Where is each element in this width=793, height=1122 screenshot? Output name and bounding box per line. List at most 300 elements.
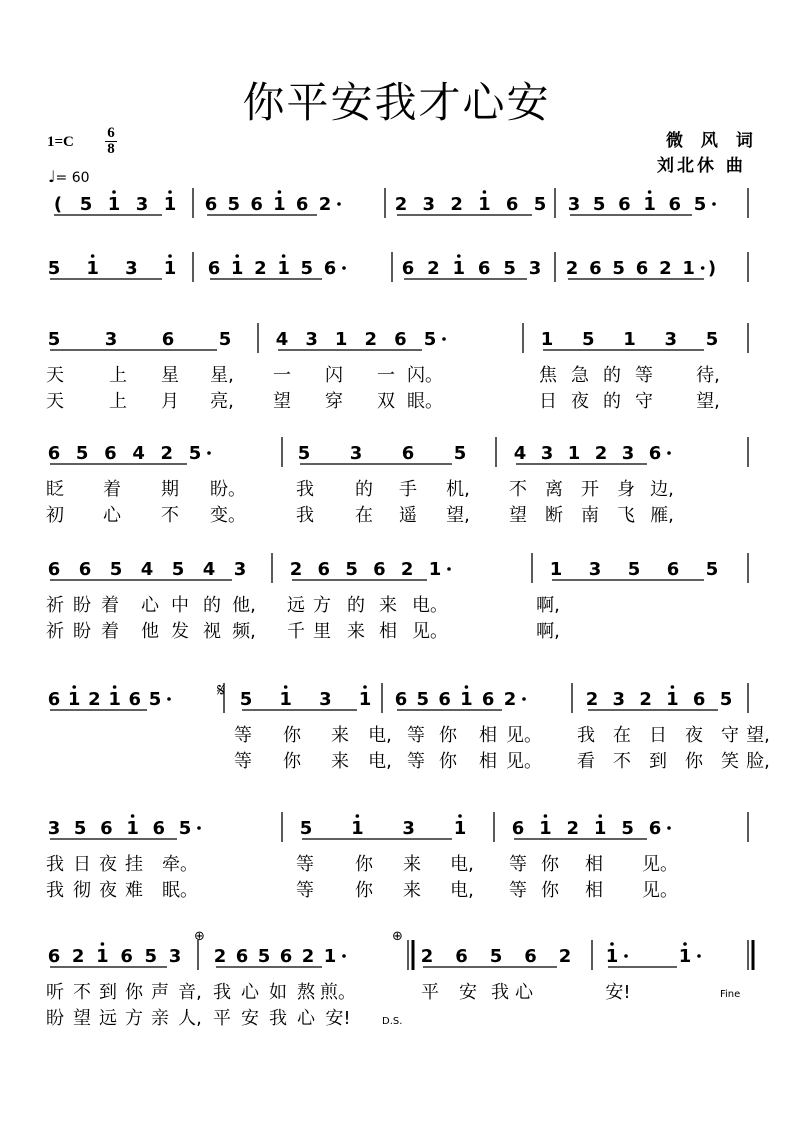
note: 2 (450, 194, 463, 215)
lyric-char: 手 (399, 479, 417, 500)
note: 6 (204, 194, 218, 215)
lyric-char: 平 (213, 1008, 231, 1029)
lyric-char: 视 (203, 621, 221, 642)
lyric-char: 电, (368, 725, 392, 746)
lyric-char: 的 (355, 479, 373, 500)
note: 1 (279, 689, 292, 710)
lyric-char: 望 (273, 391, 291, 412)
note: 1 (460, 689, 473, 710)
note: 1 (678, 946, 692, 967)
note: 5 (178, 818, 192, 839)
note: 6 (100, 818, 113, 839)
octave-dot (235, 254, 239, 258)
augmentation-dot (624, 954, 628, 958)
lyric-char: 的 (347, 595, 365, 616)
note: 6 (120, 946, 133, 967)
time-sig-top: 6 (107, 125, 115, 141)
octave-dot (112, 190, 116, 194)
lyric-char: 雁, (650, 505, 674, 526)
lyric-char: 盼 (73, 595, 91, 616)
note: 3 (612, 689, 626, 710)
note: 6 (394, 689, 408, 710)
note: 2 (254, 258, 267, 279)
lyric-char: 不 (509, 479, 527, 500)
lyric-char: 看 (577, 751, 595, 772)
note: 5 (300, 258, 314, 279)
note: 2 (639, 689, 652, 710)
lyric-char: 我 (577, 725, 595, 746)
time-signature (104, 126, 118, 157)
fine-mark: Fine (720, 989, 741, 1000)
note: 1 (428, 559, 442, 580)
note: 6 (401, 258, 415, 279)
augmentation-dot (667, 826, 671, 830)
lyric-char: 望, (746, 725, 770, 746)
lyric-char: 的 (603, 391, 621, 412)
lyric-char: 心 (103, 505, 121, 526)
bracket-mark: ( (53, 194, 63, 215)
lyric-char: 来 (403, 880, 421, 901)
augmentation-dot (342, 266, 346, 270)
lyric-char: 离 (545, 479, 563, 500)
note: 2 (566, 818, 580, 839)
note: 5 (73, 818, 87, 839)
time-sig-bottom: 8 (107, 141, 115, 157)
note: 2 (585, 689, 599, 710)
lyric-char: 频, (232, 621, 256, 642)
lyric-char: 听 (46, 982, 64, 1003)
octave-dot (683, 942, 687, 946)
lyric-char: 穿 (325, 391, 343, 412)
lyric-char: 的 (203, 595, 221, 616)
note: 3 (422, 194, 436, 215)
lyric-char: 日 (649, 725, 667, 746)
note: 5 (423, 329, 437, 350)
note: 6 (104, 443, 117, 464)
note: 6 (481, 689, 495, 710)
note: 6 (78, 559, 92, 580)
note: 6 (207, 258, 221, 279)
lyric-char: 断 (545, 505, 563, 526)
composer-credit: 刘北休 曲 (657, 156, 746, 176)
note: 1 (323, 946, 337, 967)
note: 6 (317, 559, 331, 580)
lyric-line (0, 475, 793, 499)
lyric-char: 守 (635, 391, 653, 412)
ds-mark: D.S. (382, 1016, 403, 1027)
octave-dot (457, 254, 461, 258)
note: 5 (719, 689, 733, 710)
lyric-char: 天 (46, 365, 64, 386)
lyric-char: 啊, (536, 621, 560, 642)
quarter-note-icon: ♩ (48, 167, 56, 186)
lyric-char: 千 (287, 621, 305, 642)
lyric-char: 来 (331, 725, 349, 746)
note: 1 (539, 818, 552, 839)
lyric-line (0, 978, 793, 1002)
lyric-char: 见。 (506, 751, 542, 772)
augmentation-dot (712, 202, 716, 206)
note: 2 (88, 689, 101, 710)
coda-mark: ⊕ (194, 929, 205, 944)
bracket-mark: ) (707, 258, 717, 279)
lyric-char: 啊, (536, 595, 560, 616)
note: 6 (47, 559, 61, 580)
note: 3 (528, 258, 542, 279)
note: 5 (453, 443, 467, 464)
note: 6 (250, 194, 263, 215)
note: 2 (318, 194, 332, 215)
lyric-char: 等 (407, 751, 425, 772)
note: 5 (257, 946, 271, 967)
augmentation-dot (167, 697, 171, 701)
note: 5 (109, 559, 123, 580)
note: 1 (540, 329, 554, 350)
lyric-char: 夜 (685, 725, 703, 746)
lyric-char: 飞 (617, 505, 635, 526)
note: 6 (161, 329, 175, 350)
augmentation-dot (207, 451, 211, 455)
note: 2 (364, 329, 378, 350)
octave-dot (278, 190, 282, 194)
lyric-char: 夜 (99, 854, 117, 875)
lyric-char: 安 (241, 1008, 259, 1029)
lyric-char: 到 (99, 982, 117, 1003)
note: 5 (299, 818, 313, 839)
lyric-char: 等 (234, 725, 252, 746)
lyric-line (0, 721, 793, 745)
lyric-char: 人, (178, 1008, 202, 1029)
note: 6 (323, 258, 337, 279)
note: 6 (47, 946, 61, 967)
lyric-char: 你 (541, 880, 559, 901)
note: 5 (47, 329, 61, 350)
lyric-char: 熬 (297, 982, 315, 1003)
augmentation-dot (522, 697, 526, 701)
note: 5 (75, 443, 89, 464)
note: 1 (277, 258, 290, 279)
note: 6 (373, 559, 386, 580)
note: 3 (621, 443, 635, 464)
lyric-char: 方 (125, 1008, 143, 1029)
octave-dot (544, 814, 548, 818)
lyric-char: 不 (73, 982, 91, 1003)
note: 6 (666, 559, 680, 580)
lyric-char: 亮, (210, 391, 234, 412)
note: 3 (349, 443, 363, 464)
lyric-char: 你 (355, 854, 373, 875)
lyric-char: 我 (491, 982, 509, 1003)
note: 6 (235, 946, 249, 967)
lyric-char: 上 (109, 391, 127, 412)
note: 6 (128, 689, 142, 710)
lyric-char: 来 (403, 854, 421, 875)
octave-dot (101, 942, 105, 946)
note: 1 (230, 258, 244, 279)
note: 5 (627, 559, 641, 580)
note: 3 (233, 559, 247, 580)
octave-dot (610, 942, 614, 946)
lyric-char: 发 (171, 621, 189, 642)
note: 1 (623, 329, 636, 350)
lyric-char: 煎。 (320, 982, 356, 1003)
lyric-char: 你 (125, 982, 143, 1003)
lyric-char: 一 (273, 365, 291, 386)
note: 4 (140, 559, 154, 580)
lyric-char: 平 (421, 982, 439, 1003)
note: 5 (227, 194, 241, 215)
lyric-char: 期 (161, 479, 179, 500)
lyric-char: 眼。 (407, 391, 443, 412)
lyric-char: 上 (109, 365, 127, 386)
note: 1 (273, 194, 286, 215)
augmentation-dot (697, 954, 701, 958)
lyric-char: 等 (407, 725, 425, 746)
lyric-char: 望, (446, 505, 470, 526)
lyric-char: 难 (125, 880, 143, 901)
note: 1 (67, 689, 81, 710)
note: 1 (163, 258, 177, 279)
lyric-char: 一 (377, 365, 395, 386)
octave-dot (598, 814, 602, 818)
lyric-char: 祈 (46, 595, 64, 616)
lyric-char: 心 (515, 982, 533, 1003)
note: 3 (135, 194, 149, 215)
note: 2 (594, 443, 608, 464)
lyric-char: 相 (585, 880, 603, 901)
lyric-char: 月 (161, 391, 179, 412)
lyric-char: 等 (234, 751, 252, 772)
lyric-char: 盼 (46, 1008, 64, 1029)
key-signature: 1=C (47, 134, 74, 150)
note: 3 (319, 689, 332, 710)
note: 3 (402, 818, 415, 839)
note: 5 (705, 559, 719, 580)
octave-dot (113, 685, 117, 689)
lyric-char: 机, (446, 479, 470, 500)
note: 6 (511, 818, 525, 839)
octave-dot (671, 685, 675, 689)
lyric-char: 边, (650, 479, 674, 500)
lyric-char: 中 (171, 595, 189, 616)
note: 2 (160, 443, 174, 464)
octave-dot (458, 814, 462, 818)
page-title: 你平安我才心安 (242, 78, 551, 127)
lyric-char: 你 (355, 880, 373, 901)
lyric-char: 日 (539, 391, 557, 412)
lyric-char: 眠。 (162, 880, 198, 901)
note: 1 (107, 194, 121, 215)
lyric-char: 闪。 (407, 365, 443, 386)
lyric-char: 心 (141, 595, 159, 616)
lyric-char: 安! (605, 982, 631, 1003)
lyric-char: 的 (603, 365, 621, 386)
lyric-line (0, 617, 793, 641)
note: 1 (163, 194, 177, 215)
lyric-char: 在 (355, 505, 373, 526)
note: 4 (202, 559, 216, 580)
tempo-marking (48, 167, 90, 186)
lyric-char: 眨 (46, 479, 64, 500)
note: 6 (505, 194, 519, 215)
note: 6 (401, 443, 415, 464)
lyric-char: 望 (73, 1008, 91, 1029)
note: 5 (148, 689, 162, 710)
augmentation-dot (447, 567, 451, 571)
lyric-char: 等 (635, 365, 653, 386)
note: 2 (558, 946, 572, 967)
lyric-char: 如 (269, 982, 287, 1003)
lyric-char: 我 (296, 479, 314, 500)
note: 5 (612, 258, 625, 279)
lyric-char: 远 (99, 1008, 117, 1029)
note: 6 (648, 818, 662, 839)
lyric-char: 笑 (721, 751, 739, 772)
lyric-line (0, 850, 793, 874)
lyric-char: 在 (613, 725, 631, 746)
note: 6 (618, 194, 631, 215)
lyric-char: 安! (325, 1008, 351, 1029)
note: 1 (96, 946, 109, 967)
augmentation-dot (342, 954, 346, 958)
lyric-char: 电, (450, 854, 474, 875)
note: 5 (581, 329, 595, 350)
note: 4 (513, 443, 527, 464)
note: 5 (416, 689, 430, 710)
lyric-char: 守 (721, 725, 739, 746)
staff-line (0, 252, 793, 312)
note: 3 (567, 194, 581, 215)
lyric-char: 你 (439, 751, 457, 772)
note: 6 (152, 818, 166, 839)
note: 1 (452, 258, 466, 279)
lyric-char: 你 (283, 725, 301, 746)
lyric-char: 不 (161, 505, 179, 526)
note: 2 (659, 258, 672, 279)
note: 1 (593, 818, 607, 839)
lyric-char: 等 (509, 880, 527, 901)
note: 6 (524, 946, 537, 967)
note: 1 (549, 559, 563, 580)
note: 3 (125, 258, 138, 279)
lyric-char: 望, (696, 391, 720, 412)
note: 5 (79, 194, 93, 215)
note: 5 (503, 258, 516, 279)
lyric-char: 心 (241, 982, 259, 1003)
note: 4 (132, 443, 145, 464)
note: 3 (588, 559, 602, 580)
lyric-char: 音, (178, 982, 202, 1003)
note: 1 (666, 689, 679, 710)
lyric-char: 等 (509, 854, 527, 875)
note: 5 (621, 818, 634, 839)
octave-dot (168, 190, 172, 194)
lyric-char: 急 (571, 365, 589, 386)
note: 1 (453, 818, 467, 839)
note: 5 (693, 194, 707, 215)
note: 5 (533, 194, 547, 215)
lyric-char: 闪 (325, 365, 343, 386)
note: 3 (664, 329, 678, 350)
octave-dot (91, 254, 95, 258)
note: 5 (592, 194, 606, 215)
note: 1 (478, 194, 491, 215)
note: 6 (648, 443, 662, 464)
lyric-char: 见。 (412, 621, 448, 642)
lyric-char: 相 (479, 725, 497, 746)
lyric-line (0, 876, 793, 900)
lyric-char: 望 (509, 505, 527, 526)
lyric-char: 彻 (73, 880, 91, 901)
note: 5 (47, 258, 61, 279)
lyric-char: 他, (232, 595, 256, 616)
lyric-char: 初 (46, 505, 64, 526)
lyric-char: 开 (581, 479, 599, 500)
note: 1 (334, 329, 348, 350)
note: 1 (86, 258, 99, 279)
lyric-line (0, 501, 793, 525)
octave-dot (356, 814, 360, 818)
augmentation-dot (442, 337, 446, 341)
lyric-char: 电, (368, 751, 392, 772)
note: 1 (682, 258, 695, 279)
note: 6 (635, 258, 649, 279)
segno-mark: 𝄋 (217, 680, 225, 701)
note: 3 (168, 946, 182, 967)
octave-dot (282, 254, 286, 258)
lyric-char: 我 (213, 982, 231, 1003)
lyric-line (0, 1004, 793, 1028)
lyric-char: 夜 (571, 391, 589, 412)
note: 5 (239, 689, 253, 710)
octave-dot (131, 814, 135, 818)
note: 5 (218, 329, 232, 350)
octave-dot (284, 685, 288, 689)
lyric-char: 焦 (539, 365, 557, 386)
octave-dot (72, 685, 76, 689)
note: 3 (540, 443, 554, 464)
note: 1 (108, 689, 121, 710)
note: 6 (438, 689, 451, 710)
augmentation-dot (667, 451, 671, 455)
lyric-char: 待, (696, 365, 720, 386)
note: 5 (297, 443, 311, 464)
lyric-char: 遥 (399, 505, 417, 526)
note: 5 (144, 946, 158, 967)
octave-dot (648, 190, 652, 194)
note: 5 (188, 443, 202, 464)
lyric-char: 盼。 (210, 479, 246, 500)
staff-line (0, 188, 793, 248)
lyric-char: 日 (73, 854, 91, 875)
note: 2 (420, 946, 434, 967)
lyric-char: 你 (439, 725, 457, 746)
note: 6 (455, 946, 468, 967)
lyric-line (0, 591, 793, 615)
lyric-char: 电。 (412, 595, 448, 616)
note: 5 (171, 559, 185, 580)
note: 1 (567, 443, 581, 464)
note: 6 (394, 329, 407, 350)
note: 3 (104, 329, 118, 350)
note: 6 (477, 258, 491, 279)
note: 6 (279, 946, 293, 967)
lyric-char: 星, (210, 365, 234, 386)
lyric-char: 祈 (46, 621, 64, 642)
lyric-char: 相 (585, 854, 603, 875)
lyric-char: 心 (297, 1008, 315, 1029)
note: 2 (400, 559, 414, 580)
